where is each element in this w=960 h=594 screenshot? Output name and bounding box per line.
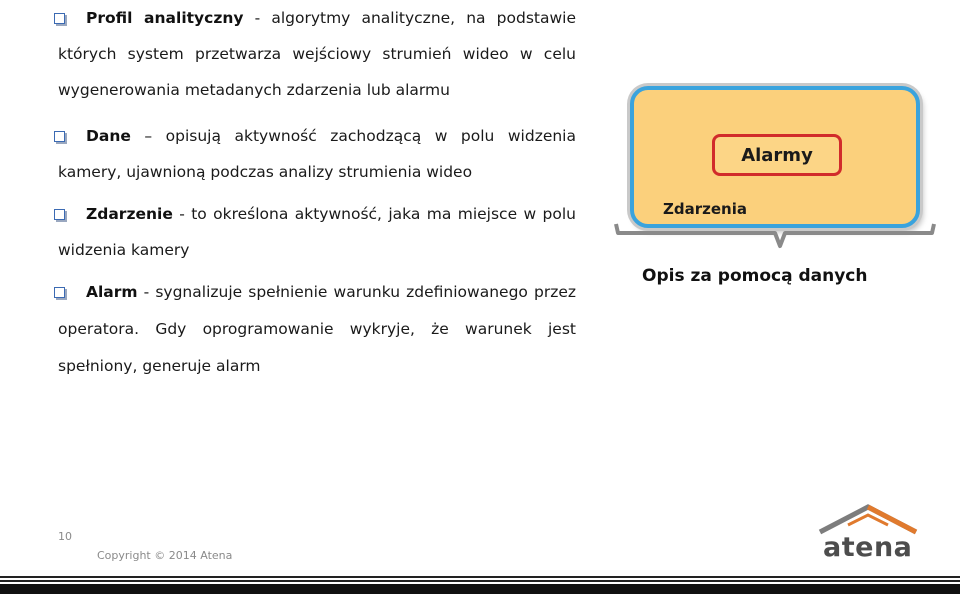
bullet-item-profil	[58, 0, 576, 108]
bullet-text: - sygnalizuje spełnienie warunku zdefiniowanego przez operatora. Gdy oprogramowanie wykryje, że warunek jest spełniony, generuje alarm	[58, 283, 576, 375]
alarms-box	[712, 134, 842, 176]
curly-brace-icon	[610, 220, 940, 264]
bullet-term: Profil analityczny	[86, 9, 244, 27]
page-number: 10	[58, 530, 72, 543]
bullet-text: – opisują aktywność zachodzącą w polu widzenia kamery, ujawnioną podczas analizy strumienia wideo	[58, 127, 576, 181]
bullet-item-dane	[58, 118, 576, 190]
footer-stripe	[0, 576, 960, 594]
diagram-caption: Opis za pomocą danych	[642, 266, 868, 286]
checkbox-bullet-icon	[54, 131, 65, 142]
checkbox-bullet-icon	[54, 13, 65, 24]
copyright-text: Copyright © 2014 Atena	[97, 549, 233, 562]
checkbox-bullet-icon	[54, 209, 65, 220]
bullet-term: Zdarzenie	[86, 205, 173, 223]
bullet-term: Alarm	[86, 283, 138, 301]
alarms-label: Alarmy	[741, 144, 813, 166]
events-label: Zdarzenia	[663, 200, 747, 218]
bullet-text: - algorytmy analityczne, na podstawie których system przetwarza wejściowy strumień wideo w celu wygenerowania metadanych zdarzenia lub alarmu	[58, 9, 577, 99]
atena-logo-text: atena	[823, 532, 913, 563]
checkbox-bullet-icon	[54, 287, 65, 298]
bullet-list	[58, 0, 576, 385]
atena-roof-logo-icon	[818, 503, 918, 535]
bullet-term: Dane	[86, 127, 131, 145]
bullet-item-alarm	[58, 274, 576, 385]
bullet-text: - to określona aktywność, jaka ma miejsce w polu widzenia kamery	[58, 205, 576, 259]
events-alarms-diagram	[610, 80, 950, 300]
bullet-item-zdarzenie	[58, 196, 576, 268]
